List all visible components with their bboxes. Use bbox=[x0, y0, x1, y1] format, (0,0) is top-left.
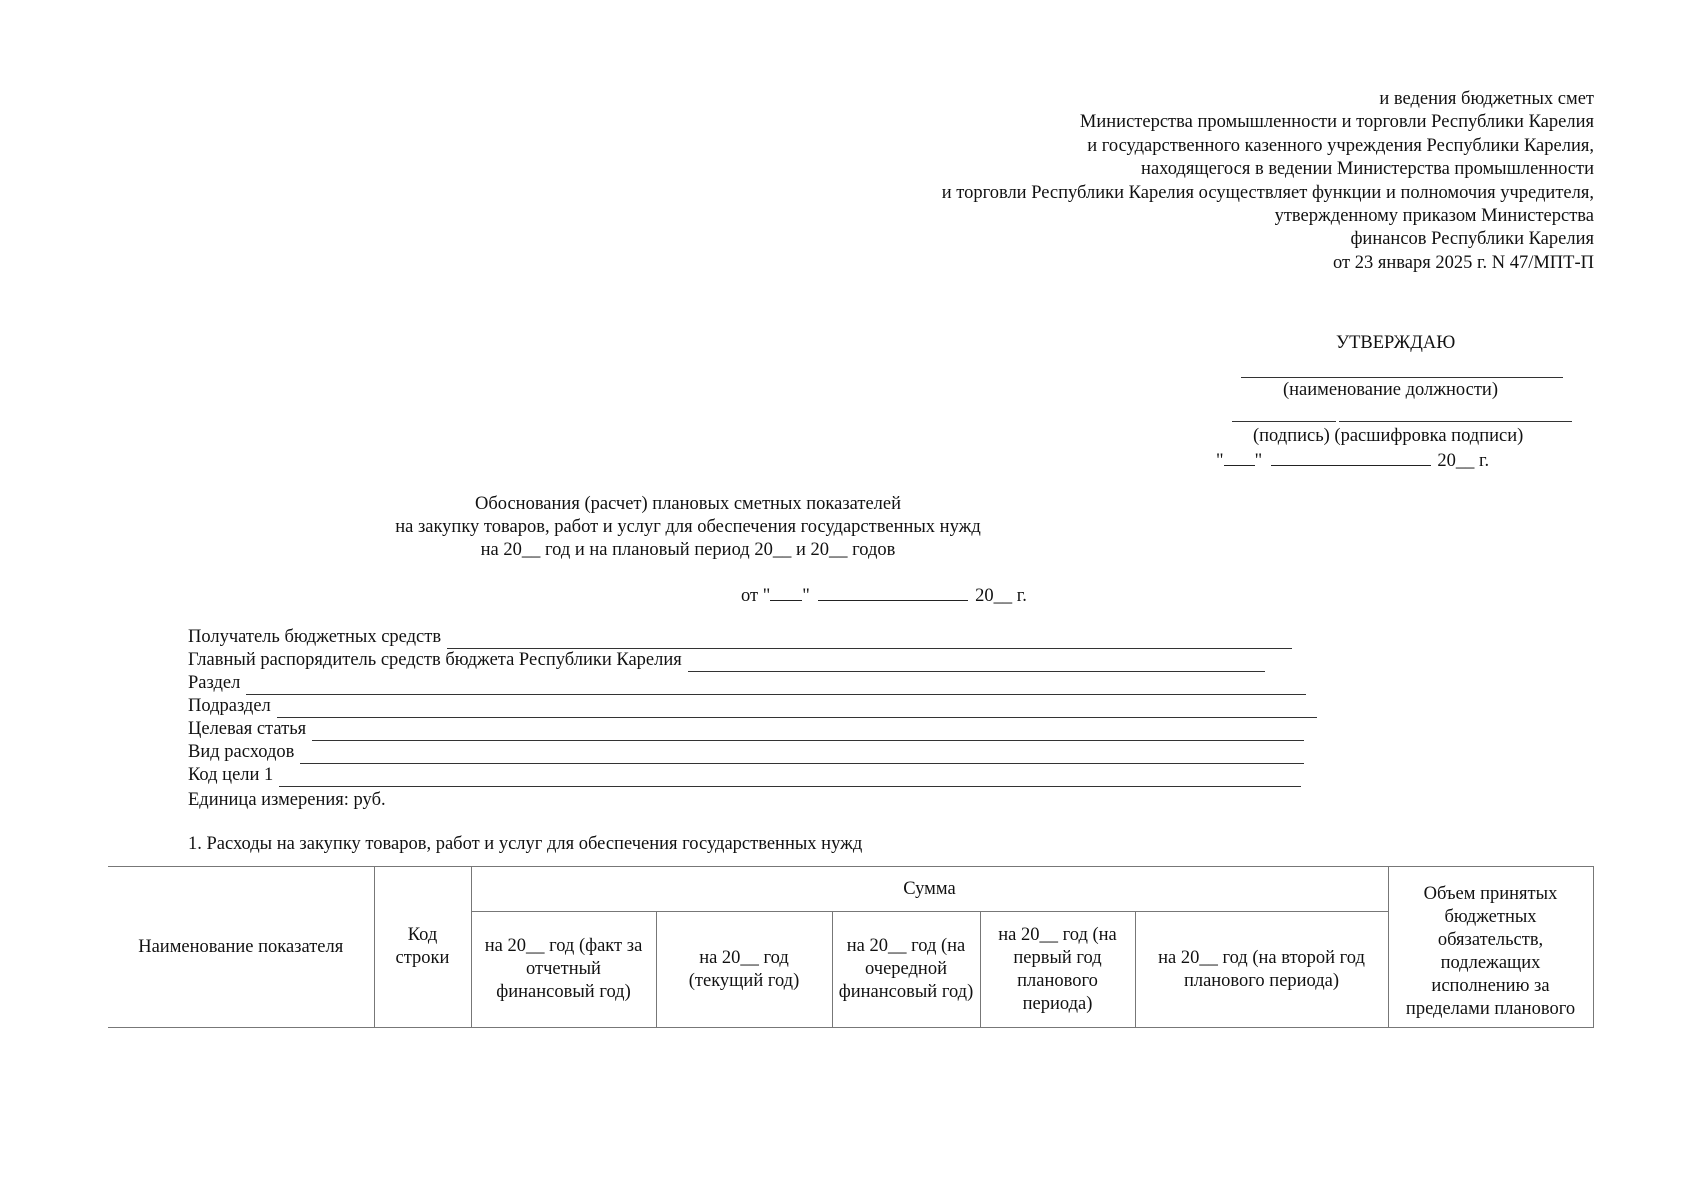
signature-decode-line[interactable] bbox=[1339, 402, 1572, 422]
header-reference bbox=[942, 88, 1594, 275]
doc-day-blank[interactable] bbox=[770, 583, 802, 601]
field-section bbox=[188, 672, 1306, 695]
field-label: Подраздел bbox=[188, 696, 271, 716]
section1-title: 1. Расходы на закупку товаров, работ и услуг для обеспечения государственных нужд bbox=[188, 834, 863, 854]
header-line: Министерства промышленности и торговли Республики Карелия bbox=[1079, 112, 1594, 133]
field-goal-code bbox=[188, 764, 1301, 787]
field-target-article bbox=[188, 718, 1304, 741]
field-label: Код цели 1 bbox=[188, 765, 274, 785]
signature-line[interactable] bbox=[1232, 402, 1336, 422]
field-label: Главный распорядитель средств бюджета Республики Карелия bbox=[188, 650, 682, 670]
header-year-current: на 20__ год (текущий год) bbox=[656, 912, 832, 1028]
approval-date bbox=[1216, 448, 1489, 473]
field-line[interactable] bbox=[300, 749, 1304, 764]
header-year-report: на 20__ год (факт за отчетный финансовый год) bbox=[471, 912, 656, 1028]
field-recipient bbox=[188, 626, 1292, 649]
header-year-next: на 20__ год (на очередной финансовый год) bbox=[832, 912, 980, 1028]
header-code: Код строки bbox=[374, 867, 471, 1028]
field-line[interactable] bbox=[312, 726, 1304, 741]
header-line: финансов Республики Карелия bbox=[1350, 229, 1594, 250]
doc-title-line1: Обоснования (расчет) плановых сметных показателей bbox=[474, 494, 902, 514]
field-expense-type bbox=[188, 741, 1304, 764]
header-line: от 23 января 2025 г. N 47/МПТ-П bbox=[1333, 252, 1594, 273]
doc-date-prefix: от " bbox=[741, 586, 771, 606]
position-caption: (наименование должности) bbox=[1283, 380, 1498, 400]
expenses-table bbox=[108, 866, 1594, 1028]
field-label: Раздел bbox=[188, 673, 241, 693]
approval-title: УТВЕРЖДАЮ bbox=[1336, 333, 1456, 353]
field-line[interactable] bbox=[279, 772, 1301, 787]
header-line: утвержденному приказом Министерства bbox=[1274, 206, 1594, 227]
field-line[interactable] bbox=[688, 657, 1265, 672]
unit-of-measure: Единица измерения: руб. bbox=[188, 790, 386, 810]
day-blank[interactable] bbox=[1224, 448, 1255, 466]
field-chief-manager bbox=[188, 649, 1265, 672]
doc-title-line3: на 20__ год и на плановый период 20__ и 20__ годов bbox=[480, 540, 896, 560]
header-line: и ведения бюджетных смет bbox=[1379, 89, 1594, 109]
header-line: находящегося в ведении Министерства промышленности bbox=[1141, 159, 1594, 180]
signature-caption: (подпись) (расшифровка подписи) bbox=[1253, 426, 1524, 446]
field-label: Целевая статья bbox=[188, 719, 307, 739]
field-line[interactable] bbox=[277, 703, 1317, 718]
header-sum: Сумма bbox=[471, 867, 1388, 912]
header-obligations: Объем принятых бюджетных обязательств, подлежащих исполнению за пределами планового bbox=[1388, 867, 1593, 1028]
field-label: Получатель бюджетных средств bbox=[188, 627, 442, 647]
field-line[interactable] bbox=[246, 680, 1306, 695]
header-name: Наименование показателя bbox=[108, 867, 374, 1028]
quote-open: " bbox=[1216, 451, 1224, 471]
field-line[interactable] bbox=[447, 634, 1292, 649]
field-label: Вид расходов bbox=[188, 742, 295, 762]
doc-date-mid: " bbox=[802, 586, 810, 606]
approval-year: 20__ г. bbox=[1437, 451, 1490, 471]
doc-month-blank[interactable] bbox=[818, 583, 968, 601]
doc-date-year: 20__ г. bbox=[975, 586, 1027, 606]
month-blank[interactable] bbox=[1271, 448, 1431, 466]
header-year-plan1: на 20__ год (на первый год планового периода) bbox=[980, 912, 1135, 1028]
doc-date bbox=[741, 583, 1027, 608]
header-line: и государственного казенного учреждения Республики Карелия, bbox=[1087, 135, 1594, 156]
position-line[interactable] bbox=[1241, 357, 1563, 378]
header-line: и торговли Республики Карелия осуществляет функции и полномочия учредителя, bbox=[941, 182, 1594, 203]
field-subsection bbox=[188, 695, 1317, 718]
quote-close: " bbox=[1254, 451, 1263, 471]
header-year-plan2: на 20__ год (на второй год планового периода) bbox=[1135, 912, 1388, 1028]
doc-title-line2: на закупку товаров, работ и услуг для обеспечения государственных нужд bbox=[395, 517, 981, 537]
